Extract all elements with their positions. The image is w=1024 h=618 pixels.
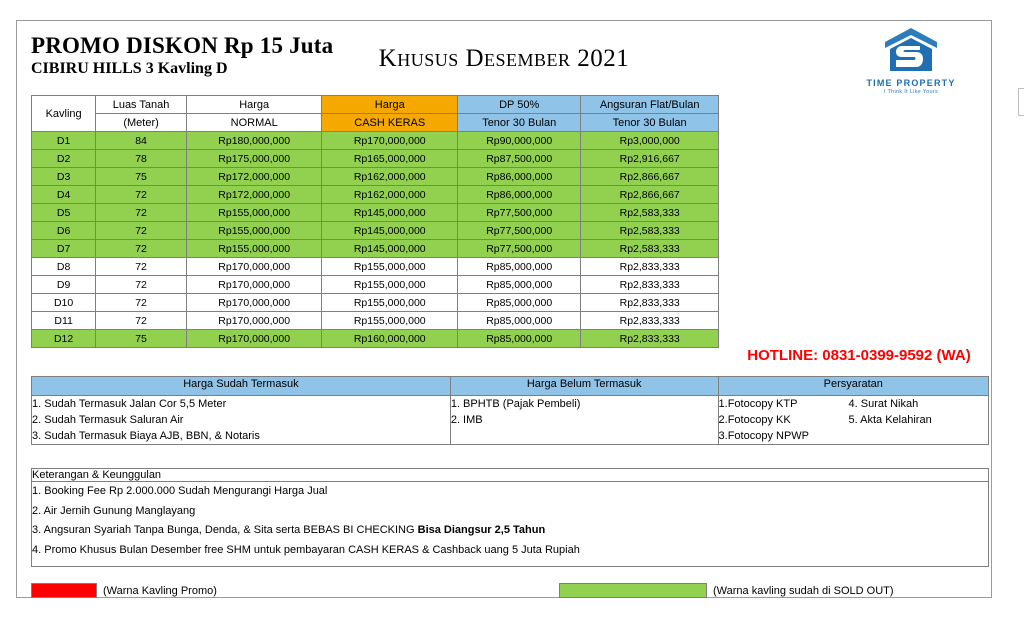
table-row	[32, 150, 719, 168]
cell-angsuran: Rp2,866,667	[581, 186, 719, 204]
legend-soldout	[559, 583, 894, 598]
info-title-persyaratan: Persyaratan	[718, 377, 988, 396]
cell-harga-cash: Rp145,000,000	[322, 204, 458, 222]
table-row	[32, 276, 719, 294]
cell-luas: 72	[96, 240, 187, 258]
header-luas-tanah: Luas Tanah	[96, 96, 187, 114]
legend-promo-label: (Warna Kavling Promo)	[103, 584, 217, 597]
cell-angsuran: Rp2,866,667	[581, 168, 719, 186]
cell-luas: 84	[96, 132, 187, 150]
info-body-belum-termasuk	[450, 396, 718, 445]
list-item: 2.Fotocopy KK	[718, 414, 791, 426]
info-title-sudah-termasuk: Harga Sudah Termasuk	[32, 377, 451, 396]
cell-harga-normal: Rp172,000,000	[186, 168, 322, 186]
header-harga-cash-top: Harga	[322, 96, 458, 114]
cell-dp: Rp87,500,000	[458, 150, 581, 168]
table-header-row-2	[32, 114, 719, 132]
info-body-sudah-termasuk	[32, 396, 451, 445]
list-item	[32, 521, 988, 541]
cell-luas: 78	[96, 150, 187, 168]
cell-harga-normal: Rp155,000,000	[186, 222, 322, 240]
cell-kavling: D1	[32, 132, 96, 150]
table-row	[32, 186, 719, 204]
cell-kavling: D11	[32, 312, 96, 330]
cell-luas: 72	[96, 204, 187, 222]
cell-dp: Rp85,000,000	[458, 276, 581, 294]
cell-harga-cash: Rp145,000,000	[322, 240, 458, 258]
cell-angsuran: Rp2,833,333	[581, 258, 719, 276]
legend-swatch-soldout	[559, 583, 707, 598]
cell-dp: Rp85,000,000	[458, 258, 581, 276]
table-row	[32, 240, 719, 258]
cell-harga-cash: Rp155,000,000	[322, 312, 458, 330]
list-item: 1. BPHTB (Pajak Pembeli)	[450, 398, 581, 410]
logo-tagline: I Think It Like Yours	[883, 89, 939, 95]
list-item: 3. Sudah Termasuk Biaya AJB, BBN, & Notaris	[32, 430, 260, 442]
cell-kavling: D10	[32, 294, 96, 312]
list-item: 4. Surat Nikah	[848, 398, 919, 410]
cell-luas: 72	[96, 258, 187, 276]
cell-angsuran: Rp2,833,333	[581, 330, 719, 348]
cell-harga-cash: Rp145,000,000	[322, 222, 458, 240]
list-item: 2. IMB	[450, 414, 483, 426]
cell-harga-cash: Rp165,000,000	[322, 150, 458, 168]
keterangan-title: Keterangan & Keunggulan	[32, 469, 989, 482]
cell-dp: Rp86,000,000	[458, 168, 581, 186]
table-header-row-1	[32, 96, 719, 114]
cell-angsuran: Rp2,833,333	[581, 294, 719, 312]
page-subtitle: CIBIRU HILLS 3 Kavling D	[31, 60, 228, 77]
list-item: 1. Sudah Termasuk Jalan Cor 5,5 Meter	[32, 398, 227, 410]
list-item-text: 3. Angsuran Syariah Tanpa Bunga, Denda, & Sita serta BEBAS BI CHECKING	[32, 524, 418, 536]
cell-kavling: D5	[32, 204, 96, 222]
cell-luas: 72	[96, 276, 187, 294]
cell-kavling: D2	[32, 150, 96, 168]
cell-kavling: D4	[32, 186, 96, 204]
cell-angsuran: Rp2,916,667	[581, 150, 719, 168]
table-row	[32, 132, 719, 150]
cell-harga-normal: Rp155,000,000	[186, 204, 322, 222]
document-sheet	[16, 20, 992, 598]
header-kavling: Kavling	[32, 96, 96, 132]
info-title-belum-termasuk: Harga Belum Termasuk	[450, 377, 718, 396]
promo-period-title: Khusus Desember 2021	[378, 45, 630, 72]
cell-harga-normal: Rp170,000,000	[186, 276, 322, 294]
list-item: 4. Promo Khusus Bulan Desember free SHM untuk pembayaran CASH KERAS & Cashback uang 5 Juta Rupiah	[32, 543, 580, 556]
cell-angsuran: Rp2,583,333	[581, 222, 719, 240]
cell-harga-normal: Rp170,000,000	[186, 294, 322, 312]
persyaratan-left-column	[719, 396, 849, 444]
cell-angsuran: Rp2,833,333	[581, 312, 719, 330]
table-row	[32, 330, 719, 348]
persyaratan-right-column	[849, 396, 932, 444]
header-luas-unit: (Meter)	[96, 114, 187, 132]
cell-kavling: D8	[32, 258, 96, 276]
cell-angsuran: Rp3,000,000	[581, 132, 719, 150]
cell-harga-cash: Rp155,000,000	[322, 294, 458, 312]
cell-harga-normal: Rp170,000,000	[186, 258, 322, 276]
cell-harga-normal: Rp175,000,000	[186, 150, 322, 168]
info-body-row	[32, 396, 989, 445]
cell-luas: 75	[96, 330, 187, 348]
legend-promo	[31, 583, 217, 598]
table-row	[32, 258, 719, 276]
cell-dp: Rp85,000,000	[458, 330, 581, 348]
cell-harga-normal: Rp155,000,000	[186, 240, 322, 258]
list-item: 5. Akta Kelahiran	[848, 414, 932, 426]
cell-luas: 72	[96, 222, 187, 240]
cell-dp: Rp85,000,000	[458, 294, 581, 312]
header-dp-tenor: Tenor 30 Bulan	[458, 114, 581, 132]
cell-harga-cash: Rp170,000,000	[322, 132, 458, 150]
hotline-text: HOTLINE: 0831-0399-9592 (WA)	[747, 347, 971, 364]
legend-soldout-label: (Warna kavling sudah di SOLD OUT)	[713, 584, 894, 597]
table-row	[32, 312, 719, 330]
cell-dp: Rp77,500,000	[458, 204, 581, 222]
cell-luas: 75	[96, 168, 187, 186]
table-row	[32, 222, 719, 240]
company-logo	[855, 26, 967, 95]
list-item: 1.Fotocopy KTP	[718, 398, 798, 410]
logo-name: TIME PROPERTY	[866, 78, 956, 88]
page-edge-marker	[1018, 88, 1024, 116]
cell-luas: 72	[96, 312, 187, 330]
list-item-emphasis: Bisa Diangsur 2,5 Tahun	[417, 524, 546, 536]
cell-dp: Rp77,500,000	[458, 222, 581, 240]
document-header	[17, 21, 991, 95]
cell-harga-normal: Rp170,000,000	[186, 312, 322, 330]
cell-harga-normal: Rp172,000,000	[186, 186, 322, 204]
list-item: 1. Booking Fee Rp 2.000.000 Sudah Mengurangi Harga Jual	[32, 485, 328, 497]
cell-angsuran: Rp2,583,333	[581, 204, 719, 222]
cell-luas: 72	[96, 294, 187, 312]
cell-harga-cash: Rp162,000,000	[322, 186, 458, 204]
cell-kavling: D6	[32, 222, 96, 240]
cell-dp: Rp85,000,000	[458, 312, 581, 330]
table-row	[32, 204, 719, 222]
keterangan-body	[32, 482, 989, 567]
header-angsuran-tenor: Tenor 30 Bulan	[581, 114, 719, 132]
table-row	[32, 168, 719, 186]
cell-dp: Rp86,000,000	[458, 186, 581, 204]
cell-dp: Rp90,000,000	[458, 132, 581, 150]
legend-swatch-promo	[31, 583, 97, 598]
list-item: 2. Sudah Termasuk Saluran Air	[32, 414, 184, 426]
keterangan-table	[31, 468, 989, 567]
cell-dp: Rp77,500,000	[458, 240, 581, 258]
header-harga-normal-top: Harga	[186, 96, 322, 114]
list-item: 3.Fotocopy NPWP	[718, 430, 810, 442]
cell-luas: 72	[96, 186, 187, 204]
cell-kavling: D7	[32, 240, 96, 258]
logo-icon	[880, 26, 942, 76]
info-table	[31, 376, 989, 445]
price-table-body	[32, 96, 719, 348]
cell-angsuran: Rp2,833,333	[581, 276, 719, 294]
table-row	[32, 294, 719, 312]
cell-kavling: D9	[32, 276, 96, 294]
info-body-persyaratan	[718, 396, 988, 445]
cell-angsuran: Rp2,583,333	[581, 240, 719, 258]
header-harga-normal-label: NORMAL	[186, 114, 322, 132]
cell-kavling: D3	[32, 168, 96, 186]
cell-harga-normal: Rp180,000,000	[186, 132, 322, 150]
cell-harga-cash: Rp160,000,000	[322, 330, 458, 348]
header-harga-cash-label: CASH KERAS	[322, 114, 458, 132]
cell-harga-normal: Rp170,000,000	[186, 330, 322, 348]
header-dp: DP 50%	[458, 96, 581, 114]
cell-kavling: D12	[32, 330, 96, 348]
price-table	[31, 95, 719, 348]
header-angsuran: Angsuran Flat/Bulan	[581, 96, 719, 114]
cell-harga-cash: Rp155,000,000	[322, 276, 458, 294]
list-item: 2. Air Jernih Gunung Manglayang	[32, 504, 196, 517]
page-title: PROMO DISKON Rp 15 Juta	[31, 33, 334, 58]
cell-harga-cash: Rp155,000,000	[322, 258, 458, 276]
cell-harga-cash: Rp162,000,000	[322, 168, 458, 186]
info-header-row	[32, 377, 989, 396]
